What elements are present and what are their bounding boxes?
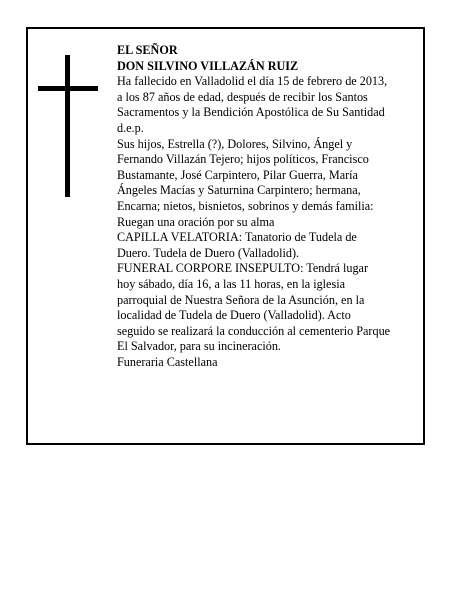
funeral-details-line: parroquial de Nuestra Señora de la Asunción, en la [117, 292, 365, 307]
obituary-text [117, 43, 425, 370]
family-line: Bustamante, José Carpintero, Pilar Guerra, María [117, 167, 358, 182]
death-announcement-line: a los 87 años de edad, después de recibir los Santos [117, 89, 368, 104]
obituary-notice [26, 27, 425, 445]
deceased-name: DON SILVINO VILLAZÁN RUIZ [117, 58, 299, 73]
funeral-details-line: El Salvador, para su incineración. [117, 339, 281, 354]
cross-vertical-bar [65, 55, 70, 197]
family-line: Sus hijos, Estrella (?), Dolores, Silvino, Ángel y [117, 136, 353, 151]
funeral-details-line: FUNERAL CORPORE INSEPULTO: Tendrá lugar [117, 261, 369, 276]
death-announcement-line: d.e.p. [117, 120, 144, 135]
family-line: Ruegan una oración por su alma [117, 214, 275, 229]
family-line: Ángeles Macías y Saturnina Carpintero; hermana, [117, 183, 361, 198]
family-line: Fernando Villazán Tejero; hijos políticos, Francisco [117, 152, 369, 167]
cross-horizontal-bar [38, 86, 98, 91]
heading-title: EL SEÑOR [117, 43, 178, 57]
death-announcement-line: Ha fallecido en Valladolid el día 15 de febrero de 2013, [117, 74, 388, 89]
wake-location-line: Duero. Tudela de Duero (Valladolid). [117, 245, 300, 260]
wake-location-line: CAPILLA VELATORIA: Tanatorio de Tudela de [117, 230, 357, 245]
funeral-home: Funeraria Castellana [117, 354, 218, 369]
funeral-details-line: localidad de Tudela de Duero (Valladolid). Acto [117, 308, 351, 323]
family-line: Encarna; nietos, bisnietos, sobrinos y demás familia: [117, 198, 374, 213]
funeral-details-line: hoy sábado, día 16, a las 11 horas, en la iglesia [117, 276, 346, 291]
death-announcement-line: Sacramentos y la Bendición Apostólica de Su Santidad [117, 105, 385, 120]
cross-icon [38, 55, 98, 197]
funeral-details-line: seguido se realizará la conducción al cementerio Parque [117, 323, 391, 338]
